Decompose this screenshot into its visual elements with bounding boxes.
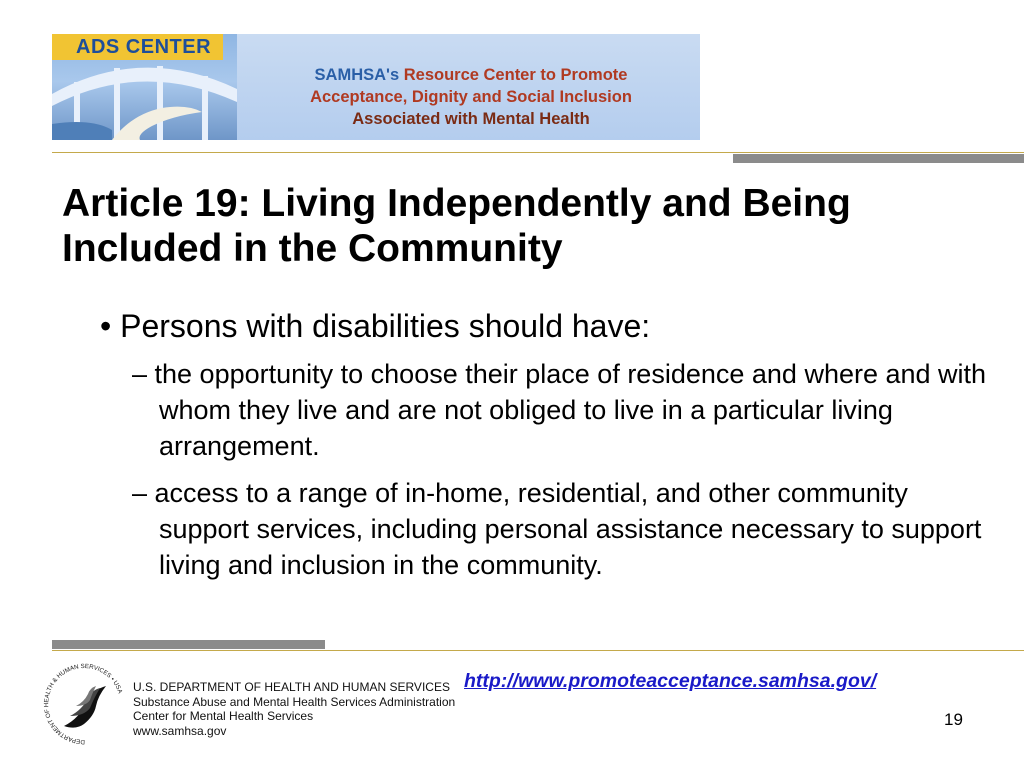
ads-center-tag: ADS CENTER (52, 34, 223, 60)
subpoint-residence: – the opportunity to choose their place of residence and where and with whom they live and are not obliged to live in a particular living arrangement. (132, 359, 987, 461)
page-number: 19 (944, 710, 963, 729)
header-banner (52, 34, 700, 140)
hhs-org-text (133, 680, 455, 738)
top-divider-bar (733, 154, 1024, 163)
main-bullet: • Persons with disabilities should have: (100, 308, 651, 344)
org-line-dept: U.S. DEPARTMENT OF HEALTH AND HUMAN SERVICES (133, 680, 450, 694)
subpoint-support-services: – access to a range of in-home, residential, and other community support services, including personal assistance necessary to support living and inclusion in the community. (132, 478, 982, 580)
org-line-cmhs: Center for Mental Health Services (133, 709, 314, 723)
slide-title: Article 19: Living Independently and Being Included in the Community (62, 182, 851, 270)
banner-line-3: Associated with Mental Health (352, 110, 590, 128)
bridge-river-photo (52, 34, 237, 140)
org-line-samhsa: Substance Abuse and Mental Health Services Administration (133, 694, 456, 709)
bottom-divider-bar (52, 640, 325, 649)
hhs-eagle-seal-icon (40, 660, 130, 748)
banner-resource-center: Resource Center to Promote (403, 66, 628, 84)
bottom-divider-line (52, 650, 1024, 651)
top-divider-line (52, 152, 1024, 153)
org-line-website: www.samhsa.gov (133, 723, 227, 738)
banner-line-2: Acceptance, Dignity and Social Inclusion (310, 88, 632, 106)
promote-acceptance-link[interactable]: http://www.promoteacceptance.samhsa.gov/ (464, 670, 877, 692)
banner-line-1 (248, 64, 694, 86)
seal-text: DEPARTMENT OF HEALTH & HUMAN SERVICES • USA (43, 662, 124, 746)
banner-heading (248, 64, 694, 130)
banner-samhsa: SAMHSA's (314, 66, 400, 84)
